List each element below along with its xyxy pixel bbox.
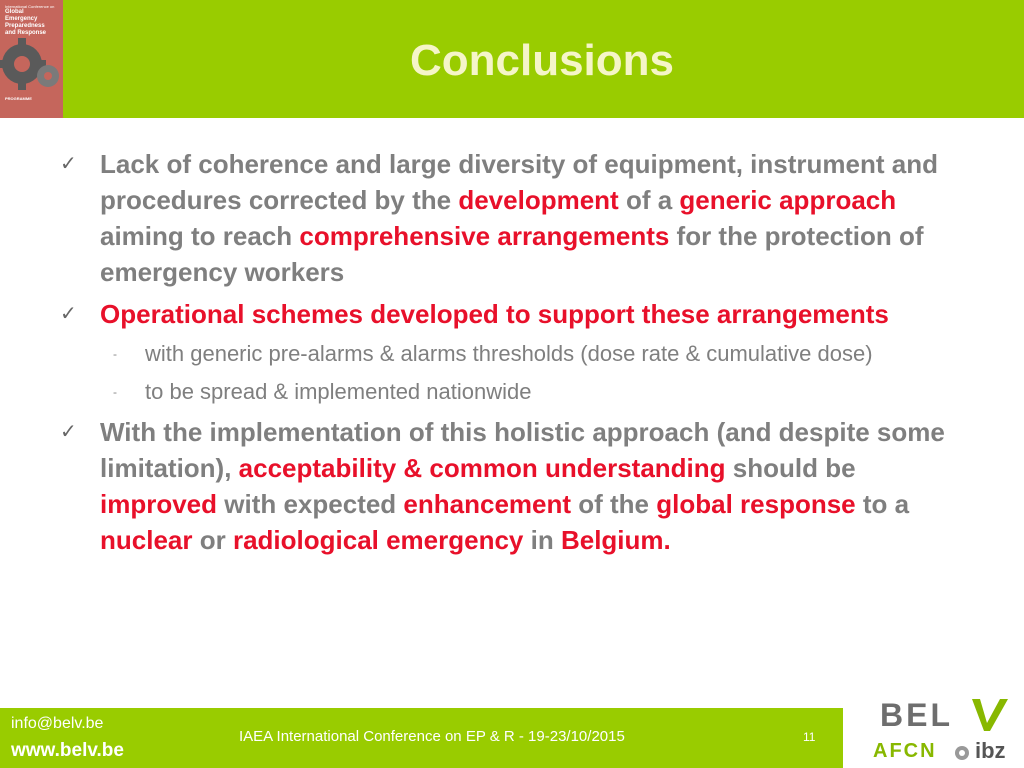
- checkmark-icon: ✓: [60, 153, 77, 175]
- footer-website: www.belv.be: [11, 740, 124, 761]
- checkmark-icon: ✓: [60, 421, 77, 443]
- bullet-item: [60, 414, 960, 558]
- logo-afcn-text: AFCN: [873, 740, 937, 762]
- sub-item-text: to be spread & implemented nationwide: [145, 379, 532, 404]
- dash-icon: -: [113, 385, 117, 399]
- footer-email: info@belv.be: [11, 715, 104, 732]
- cover-title: International Conference on Global Emergency Preparedness and Response: [5, 4, 55, 36]
- sub-item: [60, 338, 960, 370]
- bullet-text: Lack of coherence and large diversity of equipment, instrument and procedures corrected by the development of a generic approach aiming to reach comprehensive arrangements for the protection of emergency workers: [100, 149, 938, 287]
- dash-icon: -: [113, 347, 117, 361]
- slide-title: Conclusions: [409, 36, 675, 85]
- logo-ibz-text: ibz: [975, 738, 1006, 763]
- footer-conference: IAEA International Conference on EP & R - 19-23/10/2015: [239, 728, 625, 745]
- bullet-item: [60, 146, 960, 290]
- logo-v-icon: [970, 695, 1010, 735]
- logo-atom-icon: [954, 745, 970, 761]
- bullet-item: [60, 296, 960, 332]
- bullet-text: With the implementation of this holistic approach (and despite some limitation), acceptability & common understanding should be improved with expected enhancement of the global response to a nuclear or radiological emergency in Belgium.: [100, 417, 945, 555]
- logo-bel-text: BEL: [880, 697, 953, 733]
- slide-content: [60, 146, 960, 564]
- sub-item: [60, 376, 960, 408]
- sub-item-text: with generic pre-alarms & alarms thresholds (dose rate & cumulative dose): [145, 341, 873, 366]
- page-number: 11: [803, 730, 816, 744]
- checkmark-icon: ✓: [60, 303, 77, 325]
- bullet-text: Operational schemes developed to support these arrangements: [100, 299, 889, 329]
- belv-logo: [870, 695, 1020, 767]
- cover-programme: PROGRAMME: [5, 96, 32, 101]
